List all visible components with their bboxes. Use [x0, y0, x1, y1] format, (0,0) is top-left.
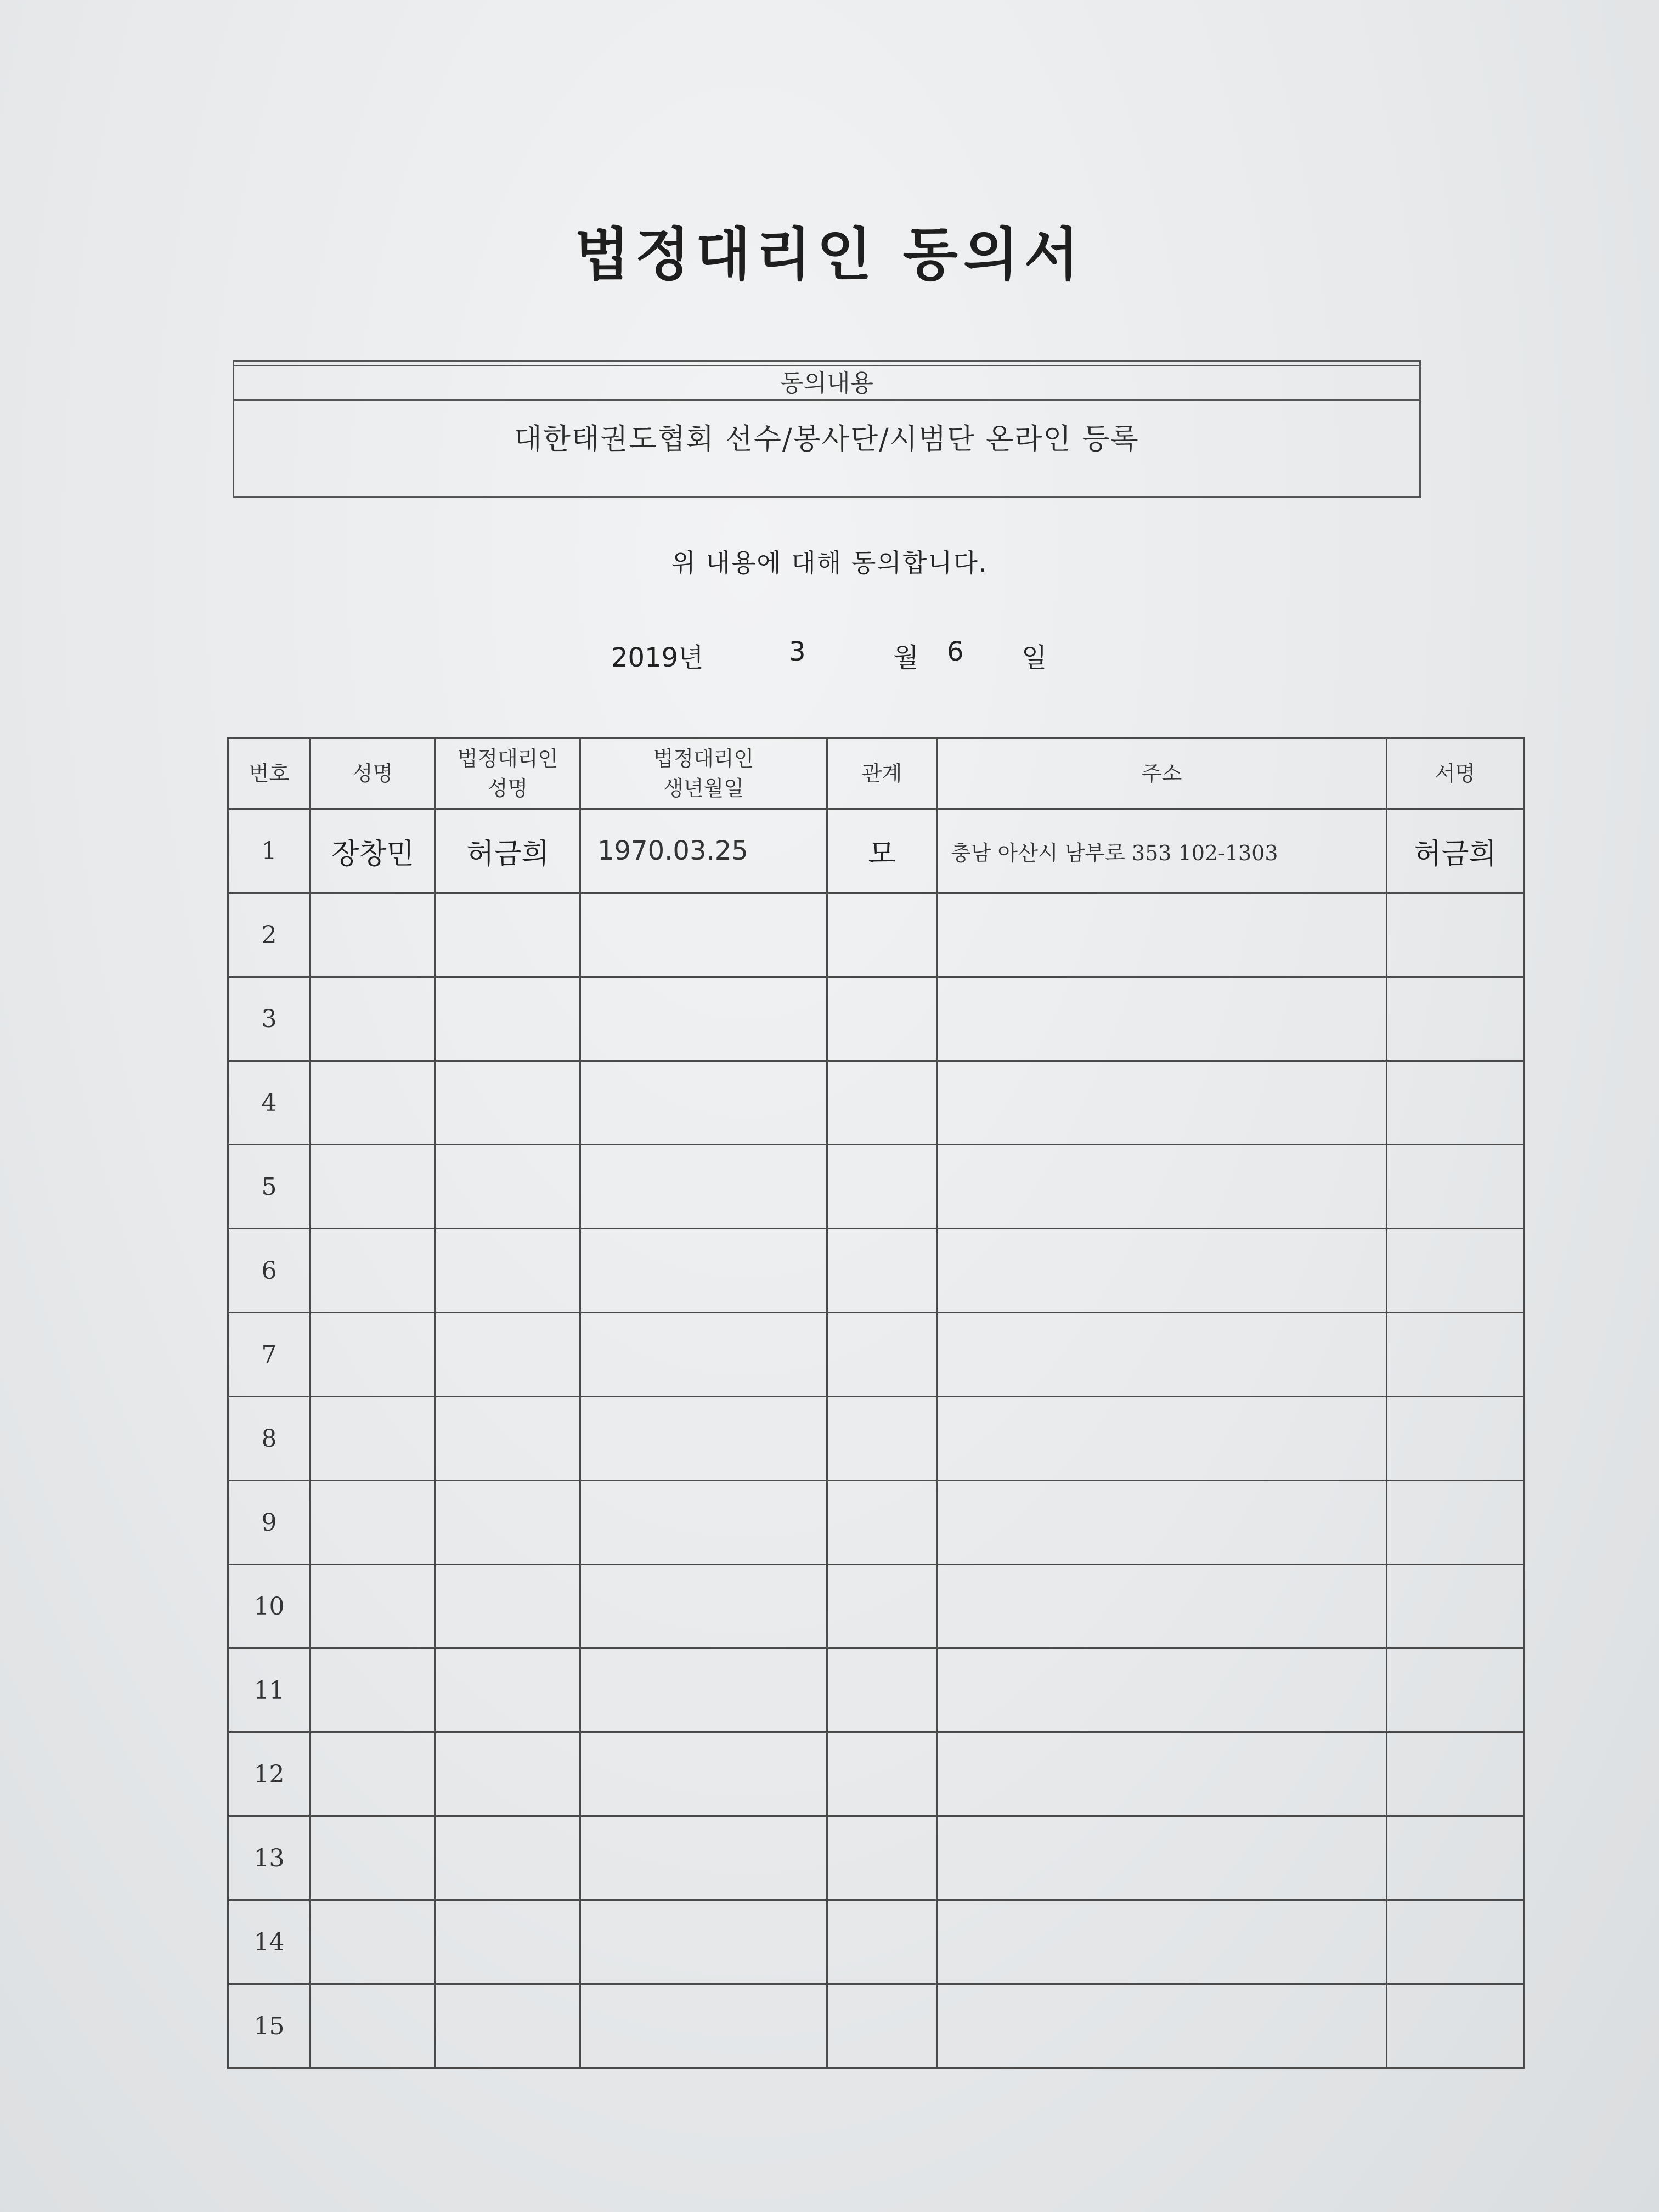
header-label: 성명	[487, 776, 528, 800]
cell-name	[311, 1900, 436, 1984]
cell-guardian-dob	[580, 1229, 827, 1313]
header-number	[228, 738, 311, 809]
cell-number: 2	[228, 893, 311, 977]
cell-address	[937, 1565, 1387, 1649]
cell-signature	[1387, 1397, 1524, 1481]
cell-guardian-name	[436, 1900, 580, 1984]
cell-number: 4	[228, 1061, 311, 1145]
cell-number: 6	[228, 1229, 311, 1313]
cell-guardian-name	[436, 1649, 580, 1733]
cell-name	[311, 977, 436, 1061]
cell-guardian-name	[436, 1229, 580, 1313]
agreement-statement: 위 내용에 대해 동의합니다.	[671, 548, 988, 578]
cell-number: 10	[228, 1565, 311, 1649]
table-row	[228, 1984, 1524, 2068]
table-row	[228, 809, 1524, 893]
cell-guardian-dob	[580, 1984, 827, 2068]
cell-guardian-name	[436, 1061, 580, 1145]
table-row	[228, 977, 1524, 1061]
cell-name	[311, 1733, 436, 1816]
cell-guardian-dob	[580, 1733, 827, 1816]
cell-name	[311, 1145, 436, 1229]
table-row	[228, 1900, 1524, 1984]
cell-signature	[1387, 1984, 1524, 2068]
cell-guardian-dob	[580, 1565, 827, 1649]
header-label: 법정대리인	[457, 747, 558, 771]
table-header-row	[228, 738, 1524, 809]
cell-address	[937, 1816, 1387, 1900]
cell-name	[311, 1229, 436, 1313]
cell-name: 장창민	[311, 809, 436, 893]
cell-name	[311, 1816, 436, 1900]
header-guardian-dob	[580, 738, 827, 809]
cell-signature	[1387, 1816, 1524, 1900]
cell-name	[311, 1984, 436, 2068]
cell-guardian-name	[436, 1984, 580, 2068]
cell-relation	[827, 977, 937, 1061]
cell-guardian-dob	[580, 893, 827, 977]
date-month-unit: 월	[893, 642, 919, 673]
cell-guardian-name	[436, 1481, 580, 1565]
cell-signature	[1387, 1061, 1524, 1145]
cell-address	[937, 1061, 1387, 1145]
cell-name	[311, 1061, 436, 1145]
cell-guardian-dob	[580, 1397, 827, 1481]
cell-number: 3	[228, 977, 311, 1061]
document-title: 법정대리인 동의서	[574, 221, 1085, 288]
cell-address	[937, 1397, 1387, 1481]
table-row	[228, 893, 1524, 977]
cell-guardian-dob	[580, 1816, 827, 1900]
table-body	[228, 809, 1524, 2068]
cell-name	[311, 893, 436, 977]
header-label: 생년월일	[663, 776, 744, 800]
cell-guardian-dob	[580, 1649, 827, 1733]
cell-relation	[827, 1984, 937, 2068]
header-label: 성명	[352, 761, 393, 786]
header-address	[937, 738, 1387, 809]
table-row	[228, 1313, 1524, 1397]
cell-signature	[1387, 1313, 1524, 1397]
cell-name	[311, 1481, 436, 1565]
consent-content-body: 대한태권도협회 선수/봉사단/시범단 온라인 등록	[514, 423, 1139, 456]
cell-relation	[827, 1313, 937, 1397]
cell-relation	[827, 1565, 937, 1649]
header-label: 법정대리인	[653, 747, 754, 771]
cell-number: 14	[228, 1900, 311, 1984]
cell-signature	[1387, 1145, 1524, 1229]
table-row	[228, 1733, 1524, 1816]
cell-relation	[827, 893, 937, 977]
cell-relation: 모	[827, 809, 937, 893]
cell-address	[937, 1145, 1387, 1229]
cell-signature: 허금희	[1387, 809, 1524, 893]
cell-relation	[827, 1145, 937, 1229]
cell-address	[937, 1229, 1387, 1313]
cell-number: 9	[228, 1481, 311, 1565]
cell-number: 12	[228, 1733, 311, 1816]
cell-guardian-dob	[580, 1061, 827, 1145]
cell-number: 1	[228, 809, 311, 893]
header-signature	[1387, 738, 1524, 809]
header-label: 주소	[1141, 761, 1182, 786]
header-relation	[827, 738, 937, 809]
cell-guardian-dob	[580, 1145, 827, 1229]
cell-signature	[1387, 1481, 1524, 1565]
cell-guardian-dob: 1970.03.25	[580, 809, 827, 893]
table-row	[228, 1816, 1524, 1900]
table-row	[228, 1145, 1524, 1229]
cell-number: 13	[228, 1816, 311, 1900]
cell-number: 15	[228, 1984, 311, 2068]
cell-number: 7	[228, 1313, 311, 1397]
cell-guardian-name	[436, 893, 580, 977]
cell-address	[937, 1984, 1387, 2068]
cell-guardian-name: 허금희	[436, 809, 580, 893]
cell-guardian-dob	[580, 977, 827, 1061]
table-row	[228, 1061, 1524, 1145]
cell-signature	[1387, 1649, 1524, 1733]
cell-signature	[1387, 893, 1524, 977]
cell-address	[937, 1481, 1387, 1565]
cell-guardian-dob	[580, 1900, 827, 1984]
date-day: 6	[947, 636, 964, 667]
cell-relation	[827, 1061, 937, 1145]
table-row	[228, 1649, 1524, 1733]
cell-guardian-name	[436, 1313, 580, 1397]
cell-number: 8	[228, 1397, 311, 1481]
guardian-roster-table	[227, 737, 1525, 2069]
date-year: 2019년	[611, 642, 704, 673]
cell-relation	[827, 1229, 937, 1313]
consent-content-box	[233, 360, 1421, 498]
cell-name	[311, 1397, 436, 1481]
cell-signature	[1387, 1565, 1524, 1649]
cell-guardian-dob	[580, 1313, 827, 1397]
cell-relation	[827, 1649, 937, 1733]
cell-relation	[827, 1816, 937, 1900]
cell-address	[937, 1900, 1387, 1984]
header-label: 번호	[249, 761, 290, 786]
table-row	[228, 1397, 1524, 1481]
cell-relation	[827, 1733, 937, 1816]
cell-guardian-dob	[580, 1481, 827, 1565]
cell-guardian-name	[436, 1145, 580, 1229]
cell-number: 11	[228, 1649, 311, 1733]
cell-address	[937, 893, 1387, 977]
cell-number: 5	[228, 1145, 311, 1229]
header-name	[311, 738, 436, 809]
cell-address: 충남 아산시 남부로 353 102-1303	[937, 809, 1387, 893]
cell-signature	[1387, 1900, 1524, 1984]
cell-address	[937, 1313, 1387, 1397]
cell-signature	[1387, 977, 1524, 1061]
header-label: 관계	[861, 761, 902, 786]
cell-guardian-name	[436, 1397, 580, 1481]
header-label: 서명	[1435, 761, 1476, 786]
cell-guardian-name	[436, 1816, 580, 1900]
cell-guardian-name	[436, 1733, 580, 1816]
cell-address	[937, 1649, 1387, 1733]
cell-guardian-name	[436, 1565, 580, 1649]
date-day-unit: 일	[1022, 642, 1047, 673]
cell-signature	[1387, 1229, 1524, 1313]
cell-guardian-name	[436, 977, 580, 1061]
header-guardian-name	[436, 738, 580, 809]
cell-address	[937, 1733, 1387, 1816]
date-month: 3	[789, 636, 806, 667]
cell-relation	[827, 1481, 937, 1565]
consent-content-header: 동의내용	[234, 365, 1419, 401]
cell-name	[311, 1565, 436, 1649]
cell-relation	[827, 1397, 937, 1481]
cell-name	[311, 1313, 436, 1397]
cell-name	[311, 1649, 436, 1733]
cell-address	[937, 977, 1387, 1061]
table-row	[228, 1481, 1524, 1565]
table-row	[228, 1565, 1524, 1649]
cell-relation	[827, 1900, 937, 1984]
table-row	[228, 1229, 1524, 1313]
cell-signature	[1387, 1733, 1524, 1816]
